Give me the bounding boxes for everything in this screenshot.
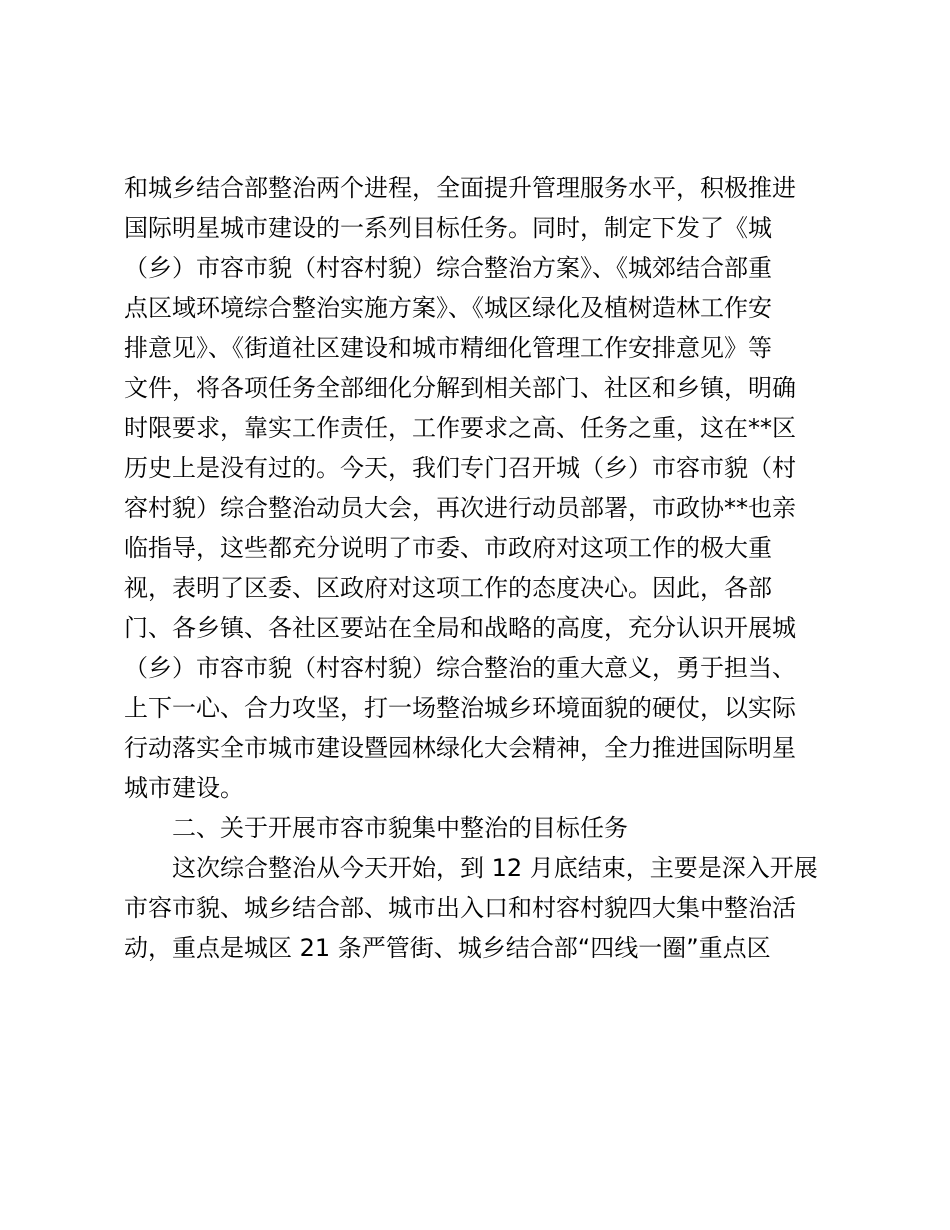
text-line: 历史上是没有过的。今天，我们专门召开城（乡）市容市貌（村	[124, 454, 796, 482]
text-line: 和城乡结合部整治两个进程，全面提升管理服务水平，积极推进	[124, 174, 796, 202]
section-heading: 二、关于开展市容市貌集中整治的目标任务	[172, 814, 628, 842]
text-line: 时限要求，靠实工作责任，工作要求之高、任务之重，这在**区	[124, 414, 796, 442]
text-line: 上下一心、合力攻坚，打一场整治城乡环境面貌的硬仗，以实际	[124, 694, 796, 722]
text-line: 容村貌）综合整治动员大会，再次进行动员部署，市政协**也亲	[124, 494, 796, 522]
text-line: 动，重点是城区 21 条严管街、城乡结合部“四线一圈”重点区	[124, 934, 771, 962]
text-line: 临指导，这些都充分说明了市委、市政府对这项工作的极大重	[124, 534, 772, 562]
text-line: （乡）市容市貌（村容村貌）综合整治的重大意义，勇于担当、	[124, 654, 796, 682]
text-line: 文件，将各项任务全部细化分解到相关部门、社区和乡镇，明确	[124, 374, 796, 402]
text-line: 点区域环境综合整治实施方案》、《城区绿化及植树造林工作安	[124, 294, 772, 322]
text-line: 城市建设。	[124, 774, 244, 802]
text-line: 视，表明了区委、区政府对这项工作的态度决心。因此，各部	[124, 574, 772, 602]
text-line: 这次综合整治从今天开始，到 12 月底结束，主要是深入开展	[172, 854, 818, 882]
text-line: 排意见》、《街道社区建设和城市精细化管理工作安排意见》等	[124, 334, 772, 362]
text-line: 行动落实全市城市建设暨园林绿化大会精神，全力推进国际明星	[124, 734, 796, 762]
text-line: （乡）市容市貌（村容村貌）综合整治方案》、《城郊结合部重	[124, 254, 772, 282]
text-line: 市容市貌、城乡结合部、城市出入口和村容村貌四大集中整治活	[124, 894, 796, 922]
text-line: 国际明星城市建设的一系列目标任务。同时，制定下发了《城	[124, 214, 772, 242]
text-line: 门、各乡镇、各社区要站在全局和战略的高度，充分认识开展城	[124, 614, 796, 642]
body-text	[124, 168, 839, 968]
